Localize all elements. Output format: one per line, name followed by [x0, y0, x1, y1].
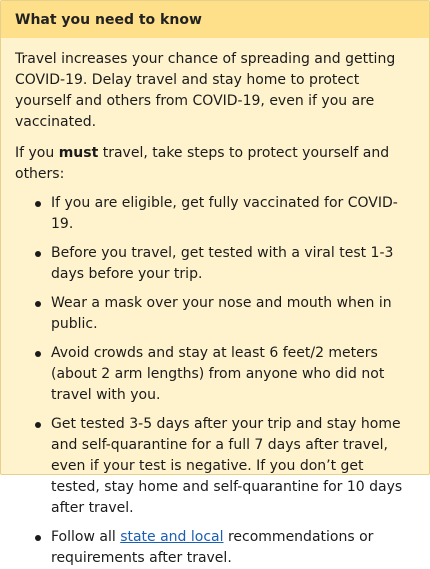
list-item: Wear a mask over your nose and mouth when in public.: [15, 293, 415, 335]
lead-paragraph: [15, 143, 415, 185]
list-item-follow: [15, 527, 415, 569]
follow-suffix: recommendations or requirements after travel.: [51, 529, 374, 566]
list-item: If you are eligible, get fully vaccinated for COVID-19.: [15, 193, 415, 235]
state-and-local-link[interactable]: state and local: [120, 529, 224, 545]
precautions-list: [15, 193, 415, 569]
list-item: Before you travel, get tested with a viral test 1-3 days before your trip.: [15, 243, 415, 285]
callout-body: [1, 38, 429, 569]
callout-title: What you need to know: [1, 1, 429, 38]
lead-emphasis: must: [58, 145, 99, 161]
lead-suffix: travel, take steps to protect yourself and others:: [15, 145, 390, 182]
intro-paragraph: Travel increases your chance of spreading and getting COVID-19. Delay travel and stay home to protect yourself and others from COVID-19, even if you are vaccinated.: [15, 51, 396, 130]
list-item: Get tested 3-5 days after your trip and stay home and self-quarantine for a full 7 days after travel, even if your test is negative. If you don’t get tested, stay home and self-quarantine for 10 days after travel.: [15, 414, 415, 519]
follow-prefix: Follow all: [51, 529, 121, 545]
list-item: Avoid crowds and stay at least 6 feet/2 meters (about 2 arm lengths) from anyone who did not travel with you.: [15, 343, 415, 406]
lead-prefix: If you: [15, 145, 59, 161]
